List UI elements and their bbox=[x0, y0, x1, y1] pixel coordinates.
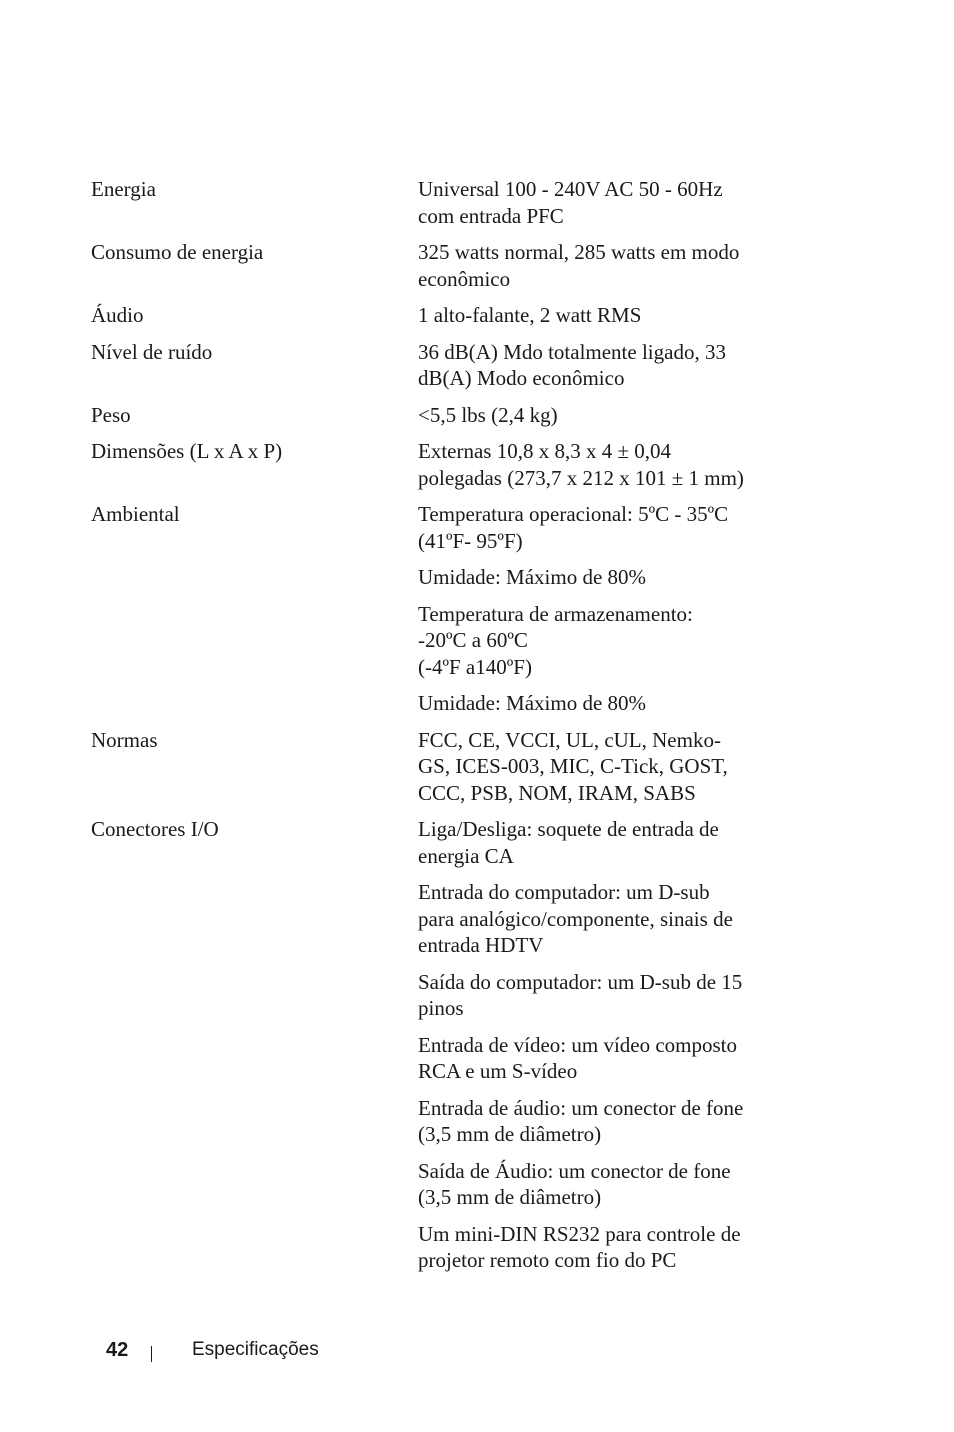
spec-value: Universal 100 - 240V AC 50 - 60Hz com entrada PFC bbox=[418, 177, 723, 228]
spec-label: Normas bbox=[91, 727, 158, 752]
spec-label: Nível de ruído bbox=[91, 339, 213, 364]
spec-value: FCC, CE, VCCI, UL, cUL, Nemko- GS, ICES-003, MIC, C-Tick, GOST, CCC, PSB, NOM, IRAM, SABS bbox=[418, 727, 728, 805]
page-number: 42 bbox=[106, 1339, 129, 1361]
spec-value: Entrada de áudio: um conector de fone (3,5 mm de diâmetro) bbox=[418, 1095, 744, 1146]
spec-values bbox=[418, 239, 781, 302]
spec-value: Temperatura operacional: 5ºC - 35ºC (41ºF- 95ºF) bbox=[418, 502, 729, 553]
spec-row bbox=[91, 501, 781, 727]
spec-values bbox=[418, 339, 781, 402]
spec-value: <5,5 lbs (2,4 kg) bbox=[418, 402, 558, 427]
spec-row bbox=[91, 302, 781, 339]
spec-values bbox=[418, 302, 781, 339]
spec-row bbox=[91, 239, 781, 302]
spec-row bbox=[91, 816, 781, 1284]
footer-divider bbox=[151, 1346, 152, 1362]
spec-value: 1 alto-falante, 2 watt RMS bbox=[418, 303, 642, 327]
spec-value: Entrada de vídeo: um vídeo composto RCA e um S-vídeo bbox=[418, 1032, 738, 1083]
spec-value: Entrada do computador: um D-sub para analógico/componente, sinais de entrada HDTV bbox=[418, 880, 733, 957]
spec-label: Ambiental bbox=[91, 502, 180, 526]
spec-value: Umidade: Máximo de 80% bbox=[418, 691, 647, 715]
spec-values bbox=[418, 816, 781, 1284]
section-name: Especificações bbox=[192, 1339, 319, 1360]
page-footer bbox=[0, 1336, 954, 1366]
spec-value: Um mini-DIN RS232 para controle de projetor remoto com fio do PC bbox=[418, 1221, 741, 1272]
spec-values bbox=[418, 402, 781, 439]
spec-values bbox=[418, 727, 781, 817]
spec-label: Dimensões (L x A x P) bbox=[91, 439, 283, 463]
spec-row bbox=[91, 402, 781, 439]
spec-value: Saída de Áudio: um conector de fone (3,5 mm de diâmetro) bbox=[418, 1158, 731, 1209]
spec-value: Umidade: Máximo de 80% bbox=[418, 565, 647, 589]
spec-value: Liga/Desliga: soquete de entrada de energia CA bbox=[418, 817, 719, 868]
spec-label: Consumo de energia bbox=[91, 240, 264, 264]
spec-row bbox=[91, 727, 781, 817]
spec-value: Externas 10,8 x 8,3 x 4 ± 0,04 polegadas (273,7 x 212 x 101 ± 1 mm) bbox=[418, 439, 744, 490]
spec-value: Saída do computador: um D-sub de 15 pinos bbox=[418, 969, 743, 1020]
spec-value: 36 dB(A) Mdo totalmente ligado, 33 dB(A) Modo econômico bbox=[418, 339, 726, 390]
spec-value: Temperatura de armazenamento: -20ºC a 60ºC (-4ºF a140ºF) bbox=[418, 601, 693, 679]
spec-value: 325 watts normal, 285 watts em modo econômico bbox=[418, 240, 740, 291]
spec-label: Peso bbox=[91, 402, 131, 427]
spec-label: Energia bbox=[91, 177, 156, 201]
spec-row bbox=[91, 176, 781, 239]
spec-table bbox=[91, 176, 781, 1284]
spec-values bbox=[418, 438, 781, 501]
spec-row bbox=[91, 438, 781, 501]
spec-label: Conectores I/O bbox=[91, 817, 219, 841]
spec-row bbox=[91, 339, 781, 402]
spec-values bbox=[418, 176, 781, 239]
spec-label: Áudio bbox=[91, 303, 144, 327]
spec-values bbox=[418, 501, 781, 727]
